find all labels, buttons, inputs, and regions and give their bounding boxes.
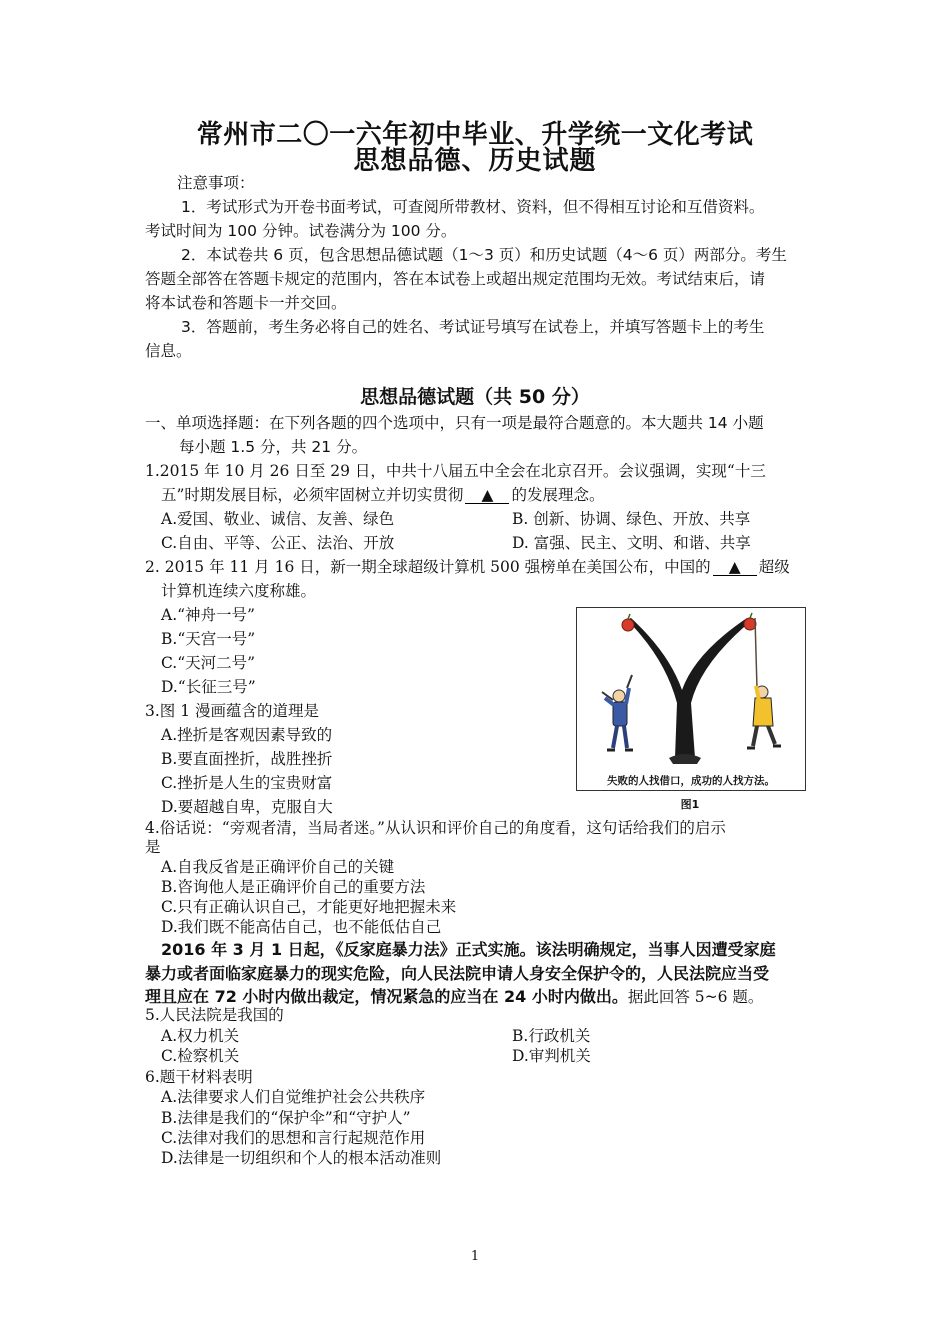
q6-option-b: B.法律是我们的“保护伞”和“守护人”: [161, 1109, 411, 1127]
q3-option-a: A.挫折是客观因素导致的: [161, 726, 333, 744]
notice-item1-line1: 1．考试形式为开卷书面考试，可查阅所带教材、资料，但不得相互讨论和互借资料。: [181, 198, 765, 216]
figure-label: 图1: [680, 798, 700, 811]
part1-instructions-line2: 每小题 1.5 分，共 21 分。: [179, 438, 368, 456]
tree-base: [669, 754, 701, 764]
notice-item1-line2: 考试时间为 100 分钟。试卷满分为 100 分。: [145, 222, 457, 240]
q3-stem: 3.图 1 漫画蕴含的道理是: [145, 702, 320, 720]
q1-option-b: B. 创新、协调、绿色、开放、共享: [512, 510, 751, 528]
cartoon-illustration: [577, 608, 805, 790]
q4-option-d: D.我们既不能高估自己，也不能低估自己: [161, 918, 442, 936]
apple-right: [744, 618, 756, 630]
apple-left: [622, 619, 634, 631]
figure-1-cartoon: [576, 607, 806, 791]
q1-option-c: C.自由、平等、公正、法治、开放: [161, 534, 395, 552]
notice-item3-line2: 信息。: [145, 342, 192, 360]
notice-heading: 注意事项：: [177, 174, 255, 192]
q5-option-b: B.行政机关: [512, 1027, 591, 1045]
q2-stem-line1: [145, 555, 790, 577]
q5-stem: 5.人民法院是我国的: [145, 1006, 284, 1024]
material-line1: 2016 年 3 月 1 日起，《反家庭暴力法》正式实施。该法明确规定，当事人因遭受家庭: [161, 940, 776, 959]
figure-right-person: [747, 618, 781, 748]
q6-option-a: A.法律要求人们自觉维护社会公共秩序: [161, 1088, 426, 1106]
q1-stem-line1: 1.2015 年 10 月 26 日至 29 日，中共十八届五中全会在北京召开。会议强调，实现“十三: [145, 462, 766, 480]
q2-stem-pre: 2. 2015 年 11 月 16 日，新一期全球超级计算机 500 强榜单在美国公布，中国的: [145, 558, 711, 576]
q6-option-c: C.法律对我们的思想和言行起规范作用: [161, 1129, 426, 1147]
q4-stem-line1: 4.俗话说：“旁观者清，当局者迷。”从认识和评价自己的角度看，这句话给我们的启示: [145, 819, 726, 837]
exam-title: 常州市二〇一六年初中毕业、升学统一文化考试: [196, 120, 754, 150]
section-title: 思想品德试题（共 50 分）: [360, 386, 590, 408]
q5-option-a: A.权力机关: [161, 1027, 240, 1045]
q2-option-a: A.“神舟一号”: [161, 606, 255, 624]
part1-instructions-line1: 一、单项选择题：在下列各题的四个选项中，只有一项是最符合题意的。本大题共 14 小题: [145, 414, 764, 432]
material-line3-bold: 理且应在 72 小时内做出裁定，情况紧急的应当在 24 小时内做出。: [145, 987, 628, 1006]
q4-option-c: C.只有正确认识自己，才能更好地把握未来: [161, 898, 457, 916]
q1-option-a: A.爱国、敬业、诚信、友善、绿色: [161, 510, 395, 528]
q1-option-d: D. 富强、民主、文明、和谐、共享: [512, 534, 751, 552]
q2-option-c: C.“天河二号”: [161, 654, 256, 672]
material-line2: 暴力或者面临家庭暴力的现实危险，向人民法院申请人身安全保护令的，人民法院应当受: [145, 964, 770, 983]
figure-caption: 失败的人找借口，成功的人找方法。: [607, 775, 775, 787]
q3-option-d: D.要超越自卑，克服自大: [161, 798, 333, 816]
q2-stem-post: 超级: [758, 558, 790, 576]
q1-stem-post: 的发展理念。: [511, 486, 605, 504]
q5-option-c: C.检察机关: [161, 1047, 240, 1065]
material-line3-tail: 据此回答 5~6 题。: [627, 988, 764, 1006]
q2-option-d: D.“长征三号”: [161, 678, 256, 696]
notice-item2-line3: 将本试卷和答题卡一并交回。: [145, 294, 347, 312]
q1-stem-line2: [161, 483, 604, 505]
notice-item3-line1: 3．答题前，考生务必将自己的姓名、考试证号填写在试卷上，并填写答题卡上的考生: [181, 318, 765, 336]
q1-stem-pre: 五”时期发展目标，必须牢固树立并切实贯彻: [161, 486, 464, 504]
q6-stem: 6.题干材料表明: [145, 1068, 253, 1086]
q6-option-d: D.法律是一切组织和个人的根本活动准则: [161, 1149, 442, 1167]
q2-answer-blank: ▲: [713, 559, 757, 576]
q3-option-c: C.挫折是人生的宝贵财富: [161, 774, 333, 792]
q4-option-a: A.自我反省是正确评价自己的关键: [161, 858, 395, 876]
q3-option-b: B.要直面挫折，战胜挫折: [161, 750, 333, 768]
q2-stem-line2: 计算机连续六度称雄。: [161, 582, 317, 600]
figure-left-person: [602, 675, 633, 750]
page-number: 1: [470, 1249, 480, 1264]
q4-option-b: B.咨询他人是正确评价自己的重要方法: [161, 878, 426, 896]
q4-stem-line2: 是: [145, 838, 161, 856]
q1-answer-blank: ▲: [465, 487, 509, 504]
exam-subtitle: 思想品德、历史试题: [353, 146, 597, 176]
q2-option-b: B.“天宫一号”: [161, 630, 256, 648]
tree-trunk: [627, 618, 751, 758]
q5-option-d: D.审判机关: [512, 1047, 591, 1065]
notice-item2-line1: 2．本试卷共 6 页，包含思想品德试题（1～3 页）和历史试题（4～6 页）两部分。考生: [181, 246, 787, 264]
notice-item2-line2: 答题全部答在答题卡规定的范围内，答在本试卷上或超出规定范围均无效。考试结束后，请: [145, 270, 766, 288]
